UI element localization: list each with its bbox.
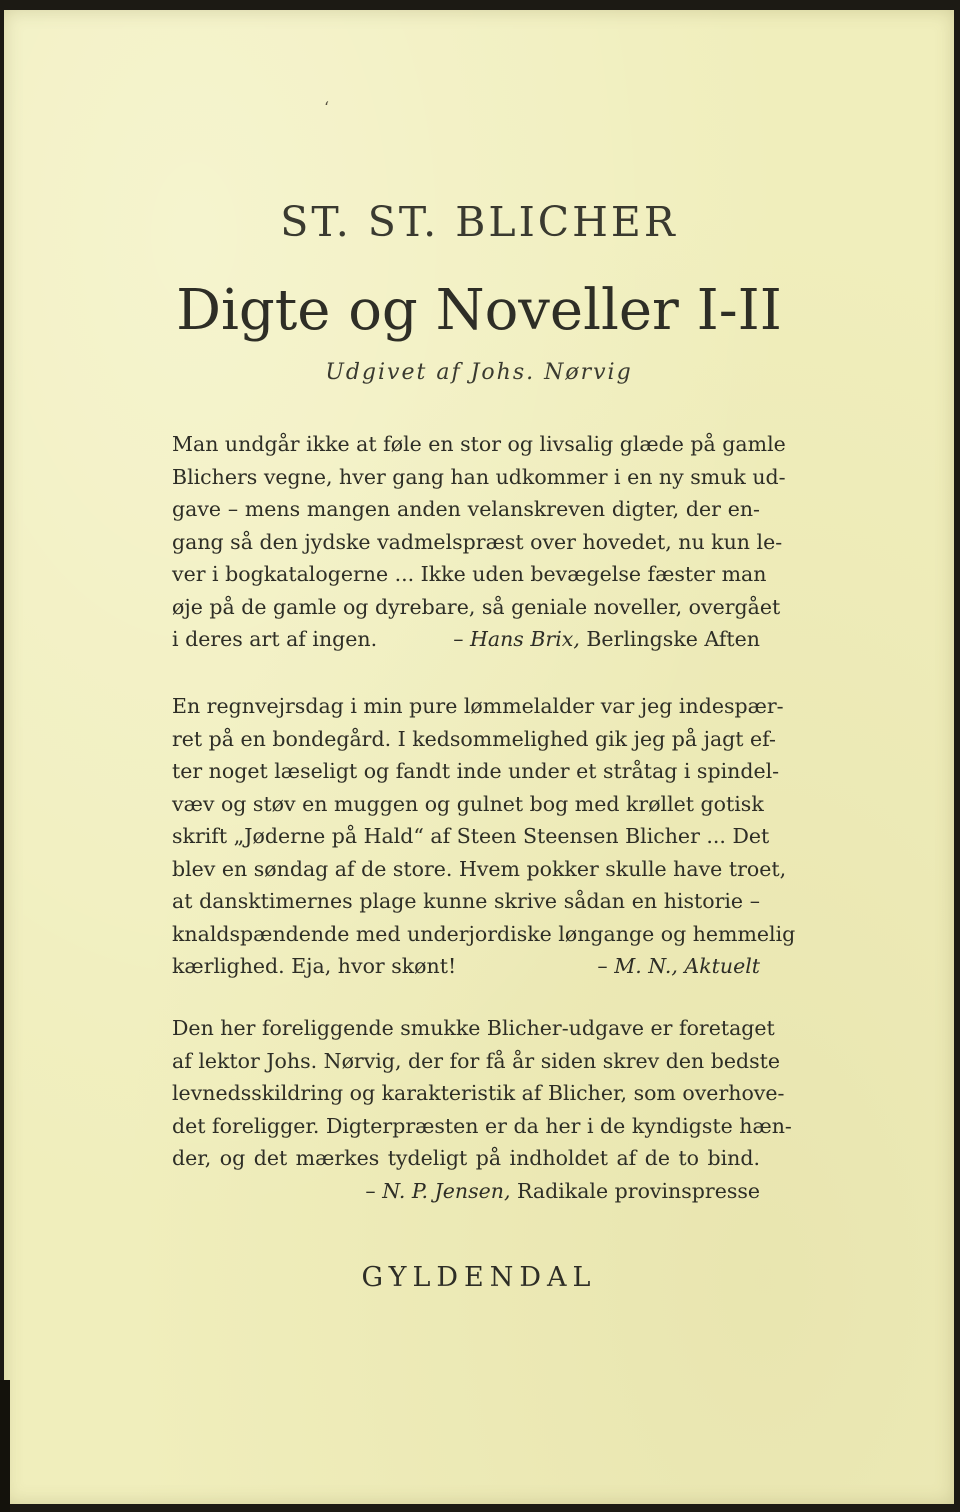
book-back-cover (4, 10, 954, 1504)
review-hans-brix (172, 428, 786, 656)
review-attribution (453, 623, 760, 656)
review-line: ter noget læseligt og fandt inde under et stråtag i spindel- (172, 759, 780, 783)
review-radikale-provinspresse (172, 1012, 792, 1207)
review-line: der, og det mærkes tydeligt på indholdet af de to bind. (172, 1146, 760, 1170)
review-line: gang så den jydske vadmelspræst over hovedet, nu kun le- (172, 529, 783, 554)
author-name: ST. ST. BLICHER (280, 198, 678, 246)
book-title: Digte og Noveller I-II (176, 278, 782, 343)
reviewer-name: N. P. Jensen, (382, 1178, 511, 1203)
editor-credit: Udgivet af Johs. Nørvig (325, 360, 633, 385)
print-mark: ‘ (324, 98, 330, 117)
review-aktuelt (172, 690, 796, 983)
review-line: levnedsskildring og karakteristik af Blicher, som overhove- (172, 1081, 785, 1105)
review-line: gave – mens mangen anden velanskreven digter, der en- (172, 497, 760, 521)
cover-edge-shadow (0, 1380, 10, 1512)
review-line: ret på en bondegård. I kedsommelighed gik jeg på jagt ef- (172, 726, 776, 751)
review-line: skrift „Jøderne på Hald“ af Steen Steensen Blicher ... Det (172, 824, 770, 848)
review-line: ver i bogkatalogerne ... Ikke uden bevægelse fæster man (172, 562, 767, 586)
review-source: Berlingske Aften (579, 627, 760, 651)
attribution-dash: – (453, 627, 470, 651)
review-line: af lektor Johs. Nørvig, der for få år siden skrev den bedste (172, 1048, 780, 1073)
review-line: blev en søndag af de store. Hvem pokker skulle have troet, (172, 856, 787, 881)
review-attribution-line (172, 623, 760, 656)
reviewer-name: Hans Brix, (470, 627, 580, 651)
review-line: Den her foreliggende smukke Blicher-udgave er foretaget (172, 1016, 775, 1040)
review-attribution (597, 950, 760, 983)
review-line: væv og støv en muggen og gulnet bog med krøllet gotisk (172, 791, 764, 816)
attribution-dash: – (365, 1178, 383, 1203)
review-line: En regnvejrsdag i min pure lømmelalder var jeg indespær- (172, 694, 784, 718)
reviewer-name: M. N., Aktuelt (614, 954, 760, 978)
review-final-text: i deres art af ingen. (172, 627, 378, 651)
review-line: Man undgår ikke at føle en stor og livsalig glæde på gamle (172, 432, 786, 456)
review-line: Blichers vegne, hver gang han udkommer i en ny smuk ud- (172, 464, 786, 489)
publisher-name: GYLDENDAL (361, 1262, 597, 1293)
review-attribution-line (172, 950, 760, 983)
review-line: knaldspændende med underjordiske løngange og hemmelig (172, 921, 796, 946)
review-line: det foreligger. Digterpræsten er da her i de kyndigste hæn- (172, 1113, 792, 1138)
review-line: at dansktimernes plage kunne skrive sådan en historie – (172, 889, 760, 913)
review-line: øje på de gamle og dyrebare, så geniale noveller, overgået (172, 594, 781, 619)
review-attribution-line (172, 1175, 760, 1208)
attribution-dash: – (597, 954, 615, 978)
review-source: Radikale provinspresse (510, 1178, 760, 1203)
review-attribution (365, 1179, 760, 1203)
review-final-text: kærlighed. Eja, hvor skønt! (172, 954, 457, 978)
